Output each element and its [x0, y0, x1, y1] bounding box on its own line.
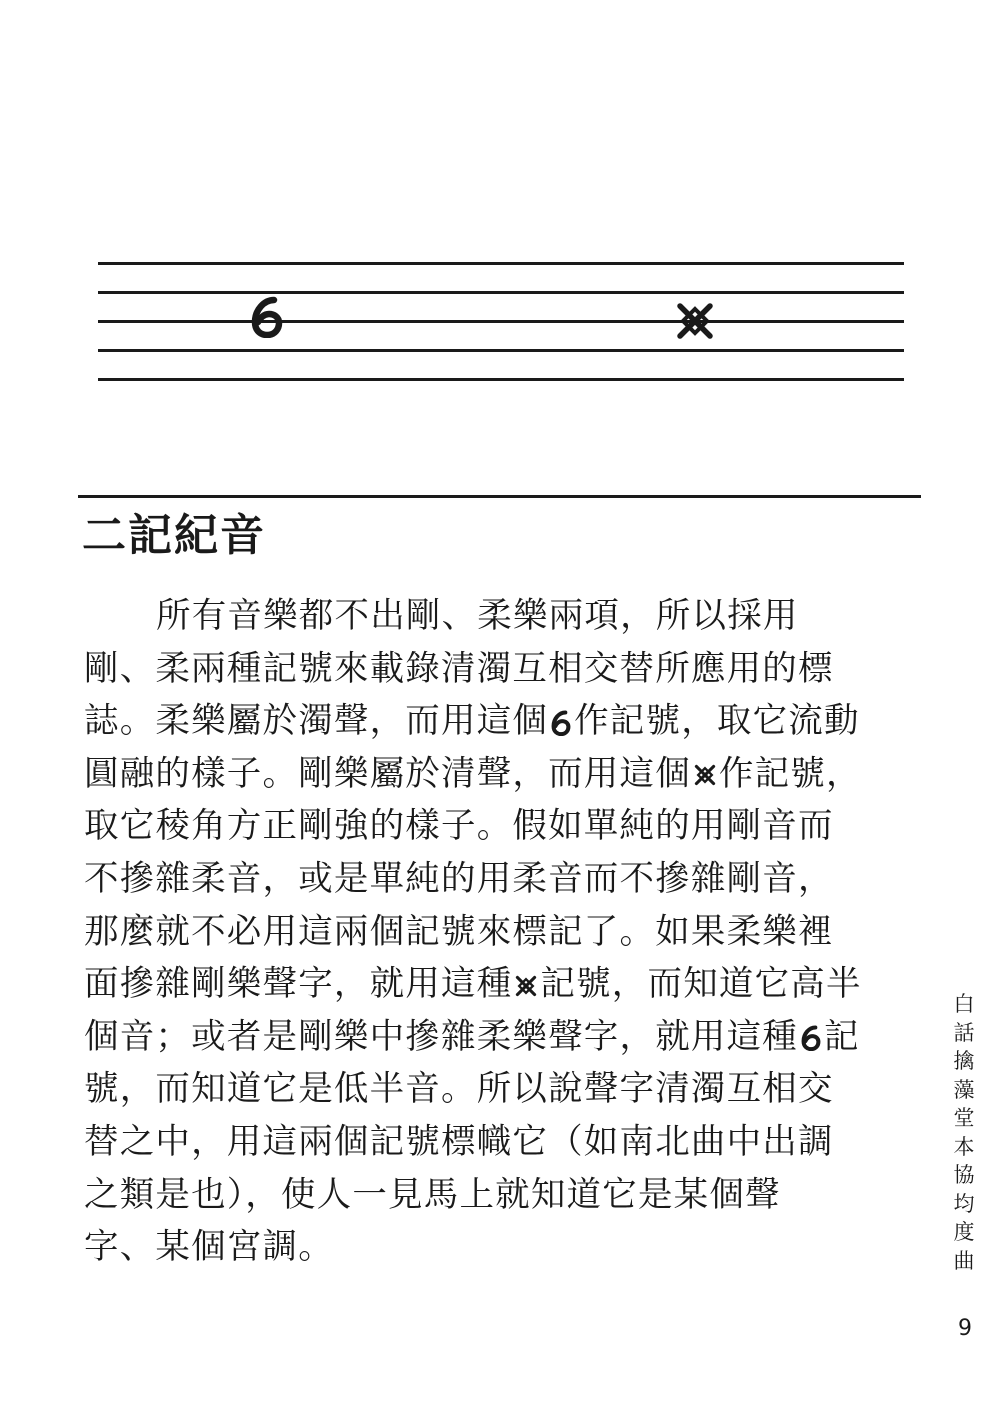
- text-line: 圓融的樣子。剛樂屬於清聲，而用這個 作記號，: [84, 753, 862, 794]
- text-line: 取它稜角方正剛強的樣子。假如單純的用剛音而: [84, 806, 834, 847]
- soft-mark-icon: [250, 296, 284, 338]
- text-line: 號，而知道它是低半音。所以說聲字清濁互相交: [84, 1069, 834, 1110]
- text-line: 所有音樂都不出剛、柔樂兩項，所以採用: [156, 596, 799, 636]
- body-paragraph: [84, 590, 924, 1274]
- hard-mark-icon: [693, 763, 717, 787]
- hard-mark-icon: [674, 300, 716, 342]
- text-line: 面摻雜剛樂聲字，就用這種 記號，而知道它高半: [84, 964, 862, 1005]
- soft-mark-icon: [800, 1025, 822, 1051]
- staff-line: [98, 378, 904, 381]
- page-number: 9: [958, 1316, 972, 1341]
- staff-line: [98, 320, 904, 323]
- section-divider: [78, 495, 921, 498]
- music-staff: [98, 250, 904, 390]
- running-book-title: 白話擒藻堂本協均度曲: [953, 992, 975, 1273]
- text-line: 替之中，用這兩個記號標幟它（如南北曲中出調: [84, 1121, 834, 1162]
- text-line: 剛、柔兩種記號來載錄清濁互相交替所應用的標: [84, 648, 834, 689]
- staff-line: [98, 349, 904, 352]
- text-line: 那麼就不必用這兩個記號來標記了。如果柔樂裡: [84, 911, 834, 952]
- text-line: 個音；或者是剛樂中摻雜柔樂聲字，就用這種 記: [84, 1016, 860, 1057]
- section-title: 二記紀音: [82, 510, 266, 561]
- text-line: 之類是也），使人一見馬上就知道它是某個聲: [84, 1174, 781, 1215]
- staff-line: [98, 291, 904, 294]
- text-line: 不摻雜柔音，或是單純的用柔音而不摻雜剛音，: [84, 858, 834, 899]
- text-line: 字、某個宮調。: [84, 1227, 334, 1268]
- staff-line: [98, 262, 904, 265]
- hard-mark-icon: [514, 974, 538, 998]
- soft-mark-icon: [550, 710, 572, 736]
- text-line: 誌。柔樂屬於濁聲，而用這個 作記號，取它流動: [84, 701, 860, 742]
